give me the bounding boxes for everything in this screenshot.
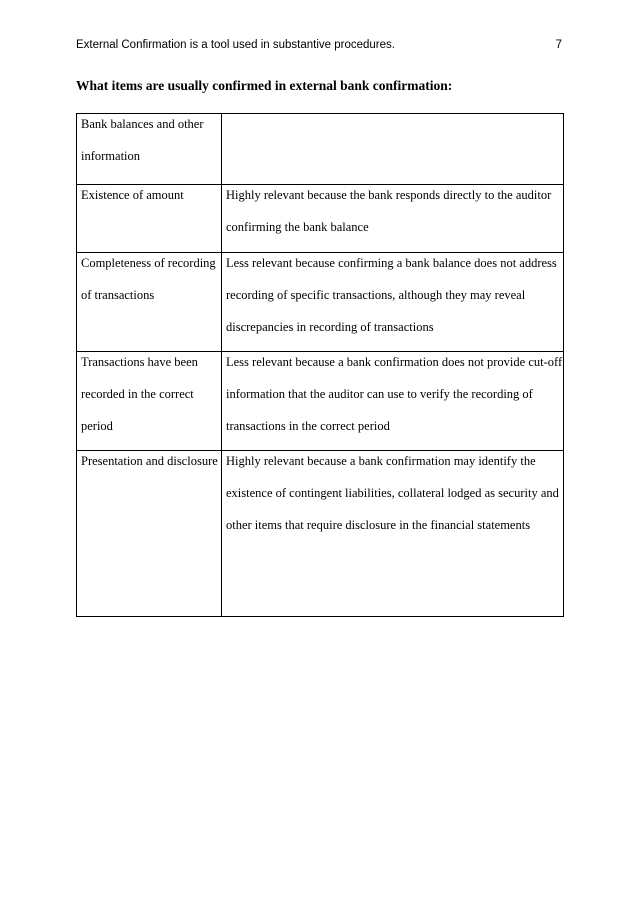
table-row xyxy=(77,185,564,253)
description-cell xyxy=(222,114,564,185)
header-title: External Confirmation is a tool used in substantive procedures. xyxy=(76,39,395,51)
item-cell xyxy=(77,352,222,451)
item-cell xyxy=(77,114,222,185)
table-row xyxy=(77,352,564,451)
description-cell xyxy=(222,253,564,352)
table-row xyxy=(77,114,564,185)
section-heading: What items are usually confirmed in external bank confirmation: xyxy=(76,78,453,93)
description-text: Less relevant because confirming a bank balance does not address recording of specific transactions, although they may reveal discrepancies in recording of transactions xyxy=(226,256,557,334)
table-row xyxy=(77,253,564,352)
table-row xyxy=(77,451,564,617)
item-text: Completeness of recording of transactions xyxy=(81,256,216,302)
item-cell xyxy=(77,185,222,253)
item-text: Presentation and disclosure xyxy=(81,454,218,468)
description-cell xyxy=(222,451,564,617)
description-text: Highly relevant because the bank responds directly to the auditor confirming the bank balance xyxy=(226,188,552,234)
item-text: Transactions have been recorded in the correct period xyxy=(81,355,198,433)
confirmation-table xyxy=(76,113,564,617)
item-text: Existence of amount xyxy=(81,188,184,202)
description-cell xyxy=(222,185,564,253)
page-number: 7 xyxy=(555,39,562,51)
item-cell xyxy=(77,451,222,617)
description-text: Less relevant because a bank confirmation does not provide cut-off information that the auditor can use to verify the recording of transactions in the correct period xyxy=(226,355,563,433)
item-text: Bank balances and other information xyxy=(81,117,204,163)
description-cell xyxy=(222,352,564,451)
item-cell xyxy=(77,253,222,352)
description-text: Highly relevant because a bank confirmation may identify the existence of contingent liabilities, collateral lodged as security and other items that require disclosure in the financial statements xyxy=(226,454,559,532)
